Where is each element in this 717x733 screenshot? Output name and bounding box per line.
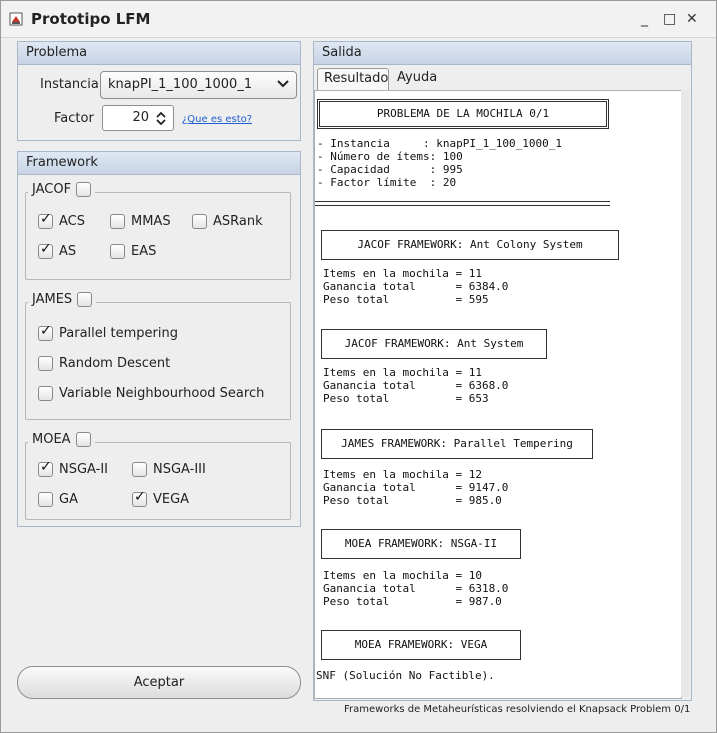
- tab-resultado[interactable]: [317, 68, 389, 91]
- summary-divider: [315, 201, 610, 206]
- vega-label: VEGA: [153, 492, 190, 507]
- problema-panel-title: Problema: [26, 45, 88, 60]
- result-title-box-vega: [321, 630, 521, 660]
- result-title-nsga2: MOEA FRAMEWORK: NSGA-II: [344, 537, 498, 550]
- framework-panel: [17, 151, 301, 527]
- acs-checkbox-item[interactable]: [38, 214, 85, 229]
- eas-checkbox-item[interactable]: [110, 244, 156, 259]
- parallel-tempering-label: Parallel tempering: [59, 326, 178, 341]
- nsga3-item[interactable]: [132, 462, 206, 477]
- james-group-label: JAMES: [32, 292, 73, 307]
- window-title: Prototipo LFM: [31, 10, 151, 28]
- as-checkbox-item[interactable]: [38, 244, 76, 259]
- jacof-group-title: [28, 182, 95, 197]
- close-icon[interactable]: ✕: [686, 11, 698, 27]
- result-title-pt: JAMES FRAMEWORK: Parallel Tempering: [341, 437, 573, 450]
- result-title-box-acs: [321, 230, 619, 260]
- tab-ayuda-label: Ayuda: [397, 70, 438, 85]
- mmas-checkbox-item[interactable]: [110, 214, 171, 229]
- nsga2-item[interactable]: [38, 462, 108, 477]
- spinner-arrows-icon[interactable]: [155, 111, 167, 125]
- result-title-vega: MOEA FRAMEWORK: VEGA: [354, 638, 488, 651]
- output-scrollbar[interactable]: [681, 90, 689, 697]
- minimize-icon[interactable]: _: [641, 11, 648, 27]
- jacof-checkbox[interactable]: [76, 182, 91, 197]
- asrank-checkbox[interactable]: [192, 214, 207, 229]
- ga-item[interactable]: [38, 492, 78, 507]
- framework-panel-header: [18, 152, 300, 175]
- salida-panel: [313, 41, 692, 701]
- tab-ayuda[interactable]: [394, 69, 444, 89]
- tab-resultado-label: Resultado: [324, 71, 389, 86]
- james-group-title: [28, 292, 96, 307]
- moea-group-title: [28, 432, 95, 447]
- jacof-group-label: JACOF: [32, 182, 72, 197]
- accept-button[interactable]: Aceptar: [17, 666, 301, 699]
- result-body-nsga2: Items en la mochila = 10 Ganancia total = 6318.0 Peso total = 987.0: [323, 569, 509, 608]
- vns-label: Variable Neighbourhood Search: [59, 386, 265, 401]
- acs-label: ACS: [59, 214, 85, 229]
- problem-title-box: [317, 99, 609, 129]
- result-title-acs: JACOF FRAMEWORK: Ant Colony System: [357, 238, 583, 251]
- nsga2-checkbox[interactable]: [38, 462, 53, 477]
- factor-spinner-value: 20: [132, 110, 149, 125]
- vns-checkbox[interactable]: [38, 386, 53, 401]
- maximize-icon[interactable]: □: [663, 11, 677, 27]
- instancia-select[interactable]: [100, 71, 297, 99]
- moea-group-label: MOEA: [32, 432, 71, 447]
- result-title-as: JACOF FRAMEWORK: Ant System: [344, 337, 524, 350]
- title-bar[interactable]: [1, 1, 716, 38]
- result-title-box-as: [321, 329, 547, 359]
- result-body-pt: Items en la mochila = 12 Ganancia total = 9147.0 Peso total = 985.0: [323, 468, 509, 507]
- random-descent-checkbox[interactable]: [38, 356, 53, 371]
- as-checkbox[interactable]: [38, 244, 53, 259]
- nsga3-checkbox[interactable]: [132, 462, 147, 477]
- factor-spinner[interactable]: [102, 105, 174, 131]
- instancia-select-value: knapPI_1_100_1000_1: [108, 77, 253, 92]
- mmas-label: MMAS: [131, 214, 171, 229]
- framework-panel-title: Framework: [26, 155, 98, 170]
- salida-panel-header: [314, 42, 691, 65]
- result-body-acs: Items en la mochila = 11 Ganancia total = 6384.0 Peso total = 595: [323, 267, 509, 306]
- acs-checkbox[interactable]: [38, 214, 53, 229]
- moea-group: [25, 442, 291, 520]
- nsga3-label: NSGA-III: [153, 462, 206, 477]
- parallel-tempering-checkbox[interactable]: [38, 326, 53, 341]
- result-body-vega: SNF (Solución No Factible).: [316, 669, 495, 682]
- as-label: AS: [59, 244, 77, 259]
- instancia-label: Instancia: [40, 77, 99, 92]
- factor-label: Factor: [54, 111, 94, 126]
- vega-checkbox[interactable]: [132, 492, 147, 507]
- james-checkbox[interactable]: [77, 292, 92, 307]
- result-body-as: Items en la mochila = 11 Ganancia total = 6368.0 Peso total = 653: [323, 366, 509, 405]
- ga-checkbox[interactable]: [38, 492, 53, 507]
- parallel-tempering-item[interactable]: [38, 326, 178, 341]
- random-descent-item[interactable]: [38, 356, 170, 371]
- asrank-checkbox-item[interactable]: [192, 214, 263, 229]
- asrank-label: ASRank: [213, 214, 263, 229]
- status-bar-text: Frameworks de Metaheurísticas resolviendo el Knapsack Problem 0/1: [344, 704, 691, 715]
- problema-panel: [17, 41, 301, 141]
- vega-item[interactable]: [132, 492, 189, 507]
- eas-checkbox[interactable]: [110, 244, 125, 259]
- result-title-box-nsga2: [321, 529, 521, 559]
- eas-label: EAS: [131, 244, 157, 259]
- result-output-area[interactable]: [314, 90, 682, 699]
- random-descent-label: Random Descent: [59, 356, 171, 371]
- problema-panel-header: [18, 42, 300, 65]
- mmas-checkbox[interactable]: [110, 214, 125, 229]
- help-link[interactable]: ¿Que es esto?: [182, 114, 253, 125]
- jacof-group: [25, 192, 291, 280]
- problem-summary: - Instancia : knapPI_1_100_1000_1 - Número de ítems: 100 - Capacidad : 995 - Factor límite : 20: [317, 137, 563, 189]
- moea-checkbox[interactable]: [76, 432, 91, 447]
- ga-label: GA: [59, 492, 78, 507]
- result-title-box-pt: [321, 429, 593, 459]
- java-app-icon: [9, 12, 23, 26]
- chevron-down-icon: [276, 76, 290, 90]
- nsga2-label: NSGA-II: [59, 462, 109, 477]
- vns-item[interactable]: [38, 386, 264, 401]
- salida-panel-title: Salida: [322, 45, 362, 60]
- problem-title: PROBLEMA DE LA MOCHILA 0/1: [376, 107, 550, 120]
